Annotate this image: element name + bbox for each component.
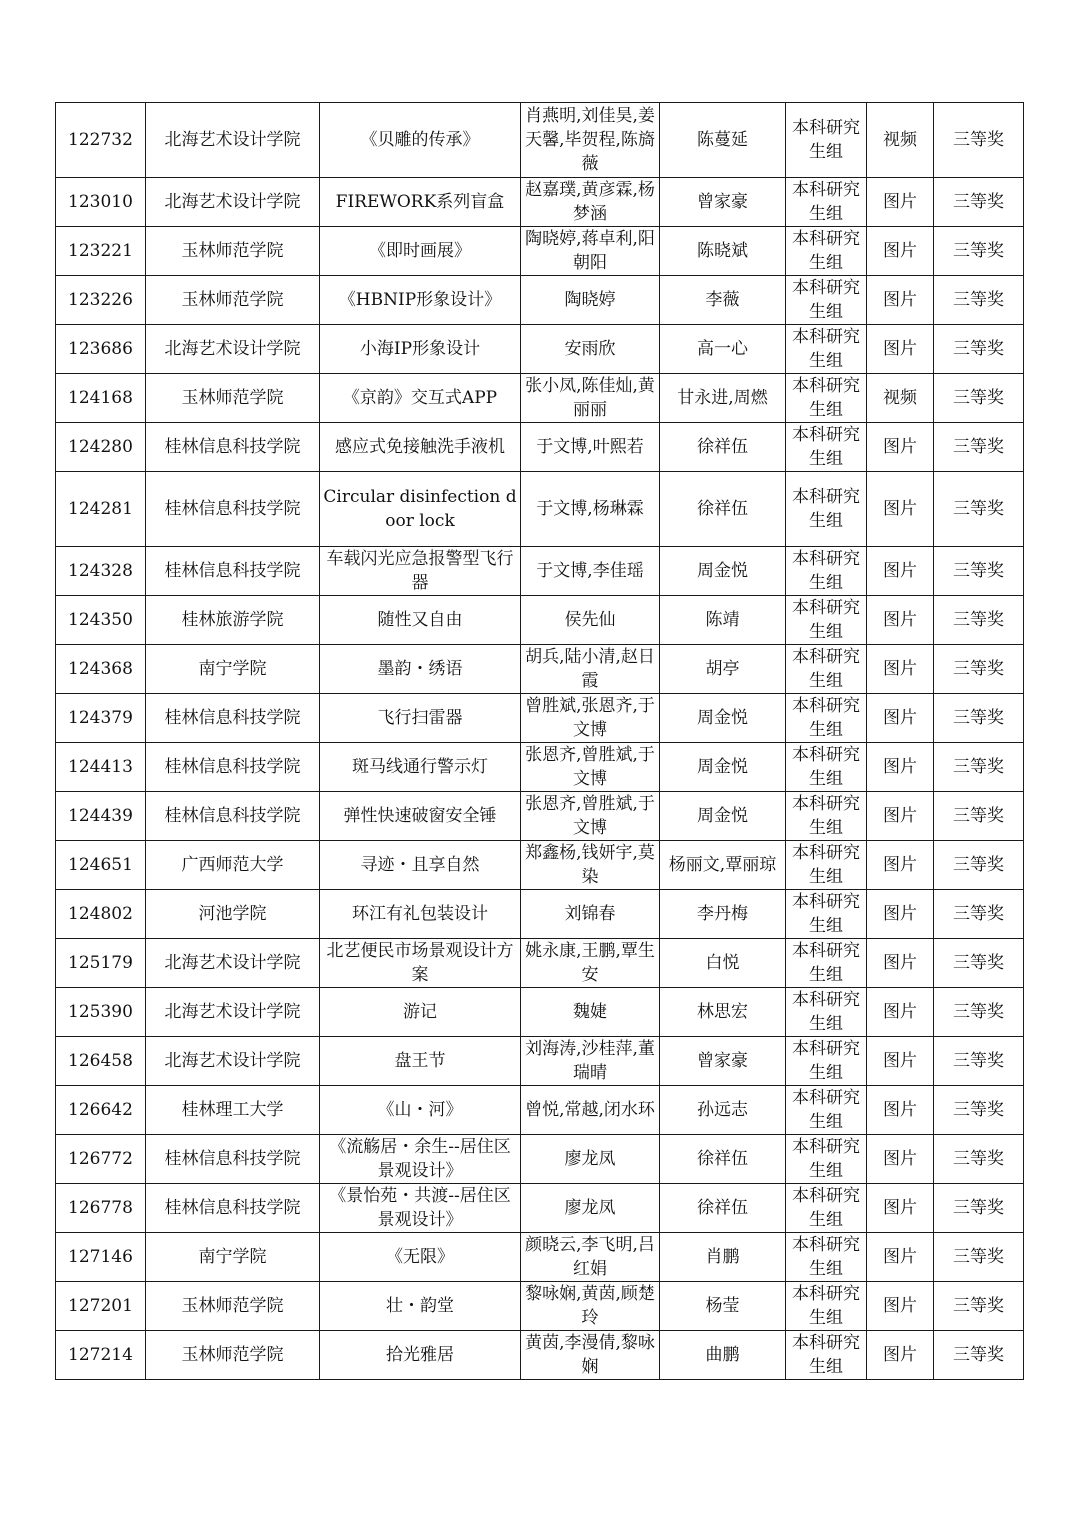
authors-cell: 黄茵,李漫倩,黎咏娴	[521, 1331, 660, 1380]
work-title-cell: 拾光雅居	[320, 1331, 521, 1380]
work-type-cell: 图片	[867, 1086, 934, 1135]
authors-cell: 胡兵,陆小清,赵日霞	[521, 645, 660, 694]
work-type-cell: 图片	[867, 596, 934, 645]
award-cell: 三等奖	[934, 227, 1024, 276]
group-cell: 本科研究生组	[786, 1086, 867, 1135]
group-cell: 本科研究生组	[786, 423, 867, 472]
work-title-cell: Circular disinfection door lock	[320, 472, 521, 547]
group-cell: 本科研究生组	[786, 325, 867, 374]
school-cell: 桂林旅游学院	[146, 596, 320, 645]
group-cell: 本科研究生组	[786, 374, 867, 423]
authors-cell: 曾胜斌,张恩齐,于文博	[521, 694, 660, 743]
award-cell: 三等奖	[934, 472, 1024, 547]
award-cell: 三等奖	[934, 792, 1024, 841]
authors-cell: 于文博,李佳瑶	[521, 547, 660, 596]
group-cell: 本科研究生组	[786, 841, 867, 890]
table-row	[56, 374, 1024, 423]
table-row	[56, 694, 1024, 743]
group-cell: 本科研究生组	[786, 227, 867, 276]
award-cell: 三等奖	[934, 694, 1024, 743]
school-cell: 北海艺术设计学院	[146, 939, 320, 988]
work-type-cell: 图片	[867, 178, 934, 227]
school-cell: 广西师范大学	[146, 841, 320, 890]
work-type-cell: 图片	[867, 227, 934, 276]
table-row	[56, 423, 1024, 472]
advisor-cell: 曲鹏	[660, 1331, 786, 1380]
school-cell: 南宁学院	[146, 1233, 320, 1282]
school-cell: 桂林信息科技学院	[146, 743, 320, 792]
table-row	[56, 276, 1024, 325]
advisor-cell: 林思宏	[660, 988, 786, 1037]
entry-id-cell: 124439	[56, 792, 146, 841]
work-type-cell: 图片	[867, 841, 934, 890]
advisor-cell: 杨丽文,覃丽琼	[660, 841, 786, 890]
advisor-cell: 杨莹	[660, 1282, 786, 1331]
table-row	[56, 1282, 1024, 1331]
work-title-cell: 寻迹・且享自然	[320, 841, 521, 890]
authors-cell: 刘锦春	[521, 890, 660, 939]
advisor-cell: 高一心	[660, 325, 786, 374]
authors-cell: 侯先仙	[521, 596, 660, 645]
table-row	[56, 1037, 1024, 1086]
work-type-cell: 图片	[867, 325, 934, 374]
school-cell: 桂林信息科技学院	[146, 547, 320, 596]
school-cell: 北海艺术设计学院	[146, 103, 320, 178]
work-title-cell: 小海IP形象设计	[320, 325, 521, 374]
table-row	[56, 547, 1024, 596]
work-title-cell: 《流觞居・余生--居住区景观设计》	[320, 1135, 521, 1184]
work-type-cell: 图片	[867, 472, 934, 547]
work-type-cell: 图片	[867, 547, 934, 596]
authors-cell: 张恩齐,曾胜斌,于文博	[521, 792, 660, 841]
advisor-cell: 孙远志	[660, 1086, 786, 1135]
table-row	[56, 472, 1024, 547]
award-cell: 三等奖	[934, 1135, 1024, 1184]
work-title-cell: FIREWORK系列盲盒	[320, 178, 521, 227]
entry-id-cell: 124168	[56, 374, 146, 423]
award-cell: 三等奖	[934, 374, 1024, 423]
advisor-cell: 白悦	[660, 939, 786, 988]
school-cell: 玉林师范学院	[146, 227, 320, 276]
advisor-cell: 陈靖	[660, 596, 786, 645]
table-row	[56, 743, 1024, 792]
award-cell: 三等奖	[934, 645, 1024, 694]
award-cell: 三等奖	[934, 103, 1024, 178]
authors-cell: 安雨欣	[521, 325, 660, 374]
entry-id-cell: 123010	[56, 178, 146, 227]
group-cell: 本科研究生组	[786, 1135, 867, 1184]
advisor-cell: 徐祥伍	[660, 423, 786, 472]
entry-id-cell: 126642	[56, 1086, 146, 1135]
work-title-cell: 《即时画展》	[320, 227, 521, 276]
table-row	[56, 1086, 1024, 1135]
entry-id-cell: 124350	[56, 596, 146, 645]
award-cell: 三等奖	[934, 890, 1024, 939]
table-row	[56, 325, 1024, 374]
work-title-cell: 《景怡苑・共渡--居住区景观设计》	[320, 1184, 521, 1233]
authors-cell: 廖龙凤	[521, 1135, 660, 1184]
award-cell: 三等奖	[934, 1282, 1024, 1331]
advisor-cell: 甘永进,周燃	[660, 374, 786, 423]
group-cell: 本科研究生组	[786, 276, 867, 325]
work-type-cell: 图片	[867, 1037, 934, 1086]
work-type-cell: 图片	[867, 1135, 934, 1184]
authors-cell: 陶晓婷,蒋卓利,阳朝阳	[521, 227, 660, 276]
award-cell: 三等奖	[934, 423, 1024, 472]
group-cell: 本科研究生组	[786, 743, 867, 792]
entry-id-cell: 127201	[56, 1282, 146, 1331]
group-cell: 本科研究生组	[786, 178, 867, 227]
entry-id-cell: 127214	[56, 1331, 146, 1380]
authors-cell: 于文博,杨琳霖	[521, 472, 660, 547]
work-type-cell: 图片	[867, 1282, 934, 1331]
work-title-cell: 壮・韵堂	[320, 1282, 521, 1331]
table-row	[56, 1233, 1024, 1282]
entry-id-cell: 124802	[56, 890, 146, 939]
entry-id-cell: 127146	[56, 1233, 146, 1282]
advisor-cell: 曾家豪	[660, 178, 786, 227]
work-type-cell: 图片	[867, 423, 934, 472]
table-row	[56, 890, 1024, 939]
advisor-cell: 肖鹏	[660, 1233, 786, 1282]
work-title-cell: 游记	[320, 988, 521, 1037]
school-cell: 桂林信息科技学院	[146, 792, 320, 841]
work-title-cell: 随性又自由	[320, 596, 521, 645]
authors-cell: 刘海涛,沙桂萍,董瑞晴	[521, 1037, 660, 1086]
table-row	[56, 596, 1024, 645]
authors-cell: 姚永康,王鹏,覃生安	[521, 939, 660, 988]
award-cell: 三等奖	[934, 988, 1024, 1037]
school-cell: 玉林师范学院	[146, 1282, 320, 1331]
advisor-cell: 胡亭	[660, 645, 786, 694]
group-cell: 本科研究生组	[786, 547, 867, 596]
school-cell: 北海艺术设计学院	[146, 988, 320, 1037]
entry-id-cell: 124413	[56, 743, 146, 792]
entry-id-cell: 124368	[56, 645, 146, 694]
table-row	[56, 178, 1024, 227]
award-cell: 三等奖	[934, 325, 1024, 374]
table-row	[56, 792, 1024, 841]
school-cell: 桂林信息科技学院	[146, 423, 320, 472]
group-cell: 本科研究生组	[786, 1233, 867, 1282]
table-row	[56, 1331, 1024, 1380]
authors-cell: 赵嘉璞,黄彦霖,杨梦涵	[521, 178, 660, 227]
school-cell: 北海艺术设计学院	[146, 325, 320, 374]
work-title-cell: 环江有礼包装设计	[320, 890, 521, 939]
advisor-cell: 徐祥伍	[660, 472, 786, 547]
advisor-cell: 陈蔓延	[660, 103, 786, 178]
award-cell: 三等奖	[934, 841, 1024, 890]
table-body	[56, 103, 1024, 1380]
work-type-cell: 图片	[867, 694, 934, 743]
work-type-cell: 图片	[867, 1233, 934, 1282]
advisor-cell: 徐祥伍	[660, 1135, 786, 1184]
entry-id-cell: 125390	[56, 988, 146, 1037]
authors-cell: 张恩齐,曾胜斌,于文博	[521, 743, 660, 792]
advisor-cell: 周金悦	[660, 694, 786, 743]
work-title-cell: 飞行扫雷器	[320, 694, 521, 743]
entry-id-cell: 125179	[56, 939, 146, 988]
award-cell: 三等奖	[934, 1233, 1024, 1282]
work-type-cell: 图片	[867, 1331, 934, 1380]
entry-id-cell: 123221	[56, 227, 146, 276]
advisor-cell: 徐祥伍	[660, 1184, 786, 1233]
school-cell: 北海艺术设计学院	[146, 178, 320, 227]
advisor-cell: 周金悦	[660, 547, 786, 596]
school-cell: 南宁学院	[146, 645, 320, 694]
work-type-cell: 图片	[867, 743, 934, 792]
school-cell: 北海艺术设计学院	[146, 1037, 320, 1086]
award-cell: 三等奖	[934, 547, 1024, 596]
table-row	[56, 227, 1024, 276]
school-cell: 玉林师范学院	[146, 1331, 320, 1380]
entry-id-cell: 124328	[56, 547, 146, 596]
table-row	[56, 939, 1024, 988]
authors-cell: 曾悦,常越,闭水环	[521, 1086, 660, 1135]
school-cell: 桂林信息科技学院	[146, 694, 320, 743]
school-cell: 河池学院	[146, 890, 320, 939]
entry-id-cell: 123226	[56, 276, 146, 325]
award-table	[55, 102, 1024, 1380]
award-cell: 三等奖	[934, 939, 1024, 988]
work-title-cell: 感应式免接触洗手液机	[320, 423, 521, 472]
authors-cell: 郑鑫杨,钱妍宇,莫染	[521, 841, 660, 890]
advisor-cell: 周金悦	[660, 743, 786, 792]
group-cell: 本科研究生组	[786, 103, 867, 178]
work-title-cell: 斑马线通行警示灯	[320, 743, 521, 792]
authors-cell: 黎咏娴,黄茵,顾楚玲	[521, 1282, 660, 1331]
entry-id-cell: 124651	[56, 841, 146, 890]
authors-cell: 张小凤,陈佳灿,黄丽丽	[521, 374, 660, 423]
group-cell: 本科研究生组	[786, 890, 867, 939]
award-cell: 三等奖	[934, 276, 1024, 325]
award-cell: 三等奖	[934, 596, 1024, 645]
table-row	[56, 1184, 1024, 1233]
table-row	[56, 645, 1024, 694]
advisor-cell: 曾家豪	[660, 1037, 786, 1086]
work-title-cell: 《无限》	[320, 1233, 521, 1282]
advisor-cell: 李薇	[660, 276, 786, 325]
authors-cell: 于文博,叶熙若	[521, 423, 660, 472]
award-cell: 三等奖	[934, 743, 1024, 792]
work-type-cell: 图片	[867, 792, 934, 841]
award-cell: 三等奖	[934, 178, 1024, 227]
work-type-cell: 图片	[867, 890, 934, 939]
group-cell: 本科研究生组	[786, 1184, 867, 1233]
advisor-cell: 陈晓斌	[660, 227, 786, 276]
work-title-cell: 弹性快速破窗安全锤	[320, 792, 521, 841]
work-type-cell: 图片	[867, 276, 934, 325]
table-row	[56, 103, 1024, 178]
work-title-cell: 《京韵》交互式APP	[320, 374, 521, 423]
work-type-cell: 图片	[867, 1184, 934, 1233]
work-type-cell: 视频	[867, 103, 934, 178]
work-type-cell: 图片	[867, 645, 934, 694]
group-cell: 本科研究生组	[786, 1037, 867, 1086]
authors-cell: 廖龙凤	[521, 1184, 660, 1233]
work-type-cell: 图片	[867, 988, 934, 1037]
work-title-cell: 盘王节	[320, 1037, 521, 1086]
authors-cell: 陶晓婷	[521, 276, 660, 325]
group-cell: 本科研究生组	[786, 792, 867, 841]
group-cell: 本科研究生组	[786, 1331, 867, 1380]
authors-cell: 颜晓云,李飞明,吕红娟	[521, 1233, 660, 1282]
advisor-cell: 周金悦	[660, 792, 786, 841]
school-cell: 桂林信息科技学院	[146, 472, 320, 547]
work-title-cell: 车载闪光应急报警型飞行器	[320, 547, 521, 596]
group-cell: 本科研究生组	[786, 1282, 867, 1331]
award-cell: 三等奖	[934, 1086, 1024, 1135]
entry-id-cell: 124379	[56, 694, 146, 743]
school-cell: 桂林信息科技学院	[146, 1184, 320, 1233]
work-type-cell: 视频	[867, 374, 934, 423]
table-row	[56, 988, 1024, 1037]
work-type-cell: 图片	[867, 939, 934, 988]
authors-cell: 魏婕	[521, 988, 660, 1037]
group-cell: 本科研究生组	[786, 939, 867, 988]
entry-id-cell: 126772	[56, 1135, 146, 1184]
entry-id-cell: 126458	[56, 1037, 146, 1086]
award-cell: 三等奖	[934, 1184, 1024, 1233]
school-cell: 玉林师范学院	[146, 276, 320, 325]
table-row	[56, 1135, 1024, 1184]
award-cell: 三等奖	[934, 1331, 1024, 1380]
group-cell: 本科研究生组	[786, 694, 867, 743]
advisor-cell: 李丹梅	[660, 890, 786, 939]
work-title-cell: 《贝雕的传承》	[320, 103, 521, 178]
authors-cell: 肖燕明,刘佳昊,姜天馨,毕贺程,陈旖薇	[521, 103, 660, 178]
work-title-cell: 《山・河》	[320, 1086, 521, 1135]
work-title-cell: 墨韵・绣语	[320, 645, 521, 694]
entry-id-cell: 124280	[56, 423, 146, 472]
work-title-cell: 《HBNIP形象设计》	[320, 276, 521, 325]
school-cell: 玉林师范学院	[146, 374, 320, 423]
award-cell: 三等奖	[934, 1037, 1024, 1086]
group-cell: 本科研究生组	[786, 472, 867, 547]
entry-id-cell: 123686	[56, 325, 146, 374]
school-cell: 桂林理工大学	[146, 1086, 320, 1135]
school-cell: 桂林信息科技学院	[146, 1135, 320, 1184]
group-cell: 本科研究生组	[786, 645, 867, 694]
entry-id-cell: 126778	[56, 1184, 146, 1233]
entry-id-cell: 122732	[56, 103, 146, 178]
work-title-cell: 北艺便民市场景观设计方案	[320, 939, 521, 988]
entry-id-cell: 124281	[56, 472, 146, 547]
group-cell: 本科研究生组	[786, 988, 867, 1037]
group-cell: 本科研究生组	[786, 596, 867, 645]
table-row	[56, 841, 1024, 890]
